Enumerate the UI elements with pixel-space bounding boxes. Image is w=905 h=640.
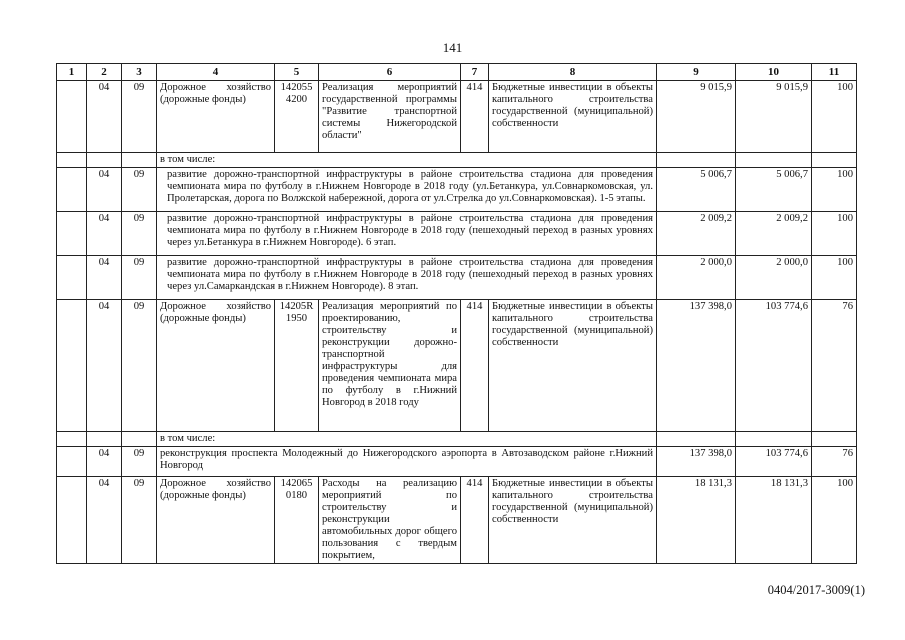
item-description: развитие дорожно-транспортной инфраструктуры в районе строительства стадиона для проведения чемпионата мира по футболу в г.Нижнем Новгороде в 2018 году (пешеходный переход в разных уровнях через ул.Самаркандская в г.Нижнем Новгороде). 8 этап. [157,256,657,300]
table-row [57,168,857,212]
table-row [57,153,857,168]
section-code: 04 [87,256,122,300]
expense-type: 414 [461,477,489,564]
expense-description: Бюджетные инвестиции в объекты капитального строительства государственной (муниципальной) собственности [489,81,657,153]
subsection-code: 09 [122,477,157,564]
percent: 76 [812,447,857,477]
section-code: 04 [87,447,122,477]
col-header: 5 [275,64,319,81]
table-row [57,81,857,153]
expense-type: 414 [461,81,489,153]
subsection-code: 09 [122,300,157,432]
col-header: 4 [157,64,275,81]
percent: 100 [812,477,857,564]
name-cell: Дорожное хозяйство (дорожные фонды) [157,477,275,564]
table-row [57,300,857,432]
subtotal-label: в том числе: [157,432,657,447]
value-planned: 2 000,0 [657,256,736,300]
subsection-code: 09 [122,212,157,256]
section-code: 04 [87,300,122,432]
target-code: 142065 0180 [275,477,319,564]
value-planned: 5 006,7 [657,168,736,212]
budget-table [56,63,857,564]
percent: 100 [812,212,857,256]
subsection-code: 09 [122,81,157,153]
percent: 100 [812,81,857,153]
value-actual: 2 009,2 [736,212,812,256]
description-cell: Реализация мероприятий государственной программы "Развитие транспортной системы Нижегородской области" [319,81,461,153]
value-actual: 9 015,9 [736,81,812,153]
percent: 100 [812,168,857,212]
page-number: 141 [442,40,463,55]
value-planned: 18 131,3 [657,477,736,564]
col-header: 8 [489,64,657,81]
item-description: развитие дорожно-транспортной инфраструктуры в районе строительства стадиона для проведения чемпионата мира по футболу в г.Нижнем Новгороде в 2018 году (ул.Бетанкура, ул.Совнаркомовская, ул. Пролетарская, дорога по Волжской набережной, дорога от ул.Стрелка до ул.Совнаркомовская). 1-5 этапы. [157,168,657,212]
description-cell: Расходы на реализацию мероприятий по строительству и реконструкции автомобильных дорог общего пользования с твердым покрытием, [319,477,461,564]
value-actual: 5 006,7 [736,168,812,212]
value-planned: 9 015,9 [657,81,736,153]
subsection-code: 09 [122,168,157,212]
table-row [57,432,857,447]
col-header: 3 [122,64,157,81]
value-planned: 2 009,2 [657,212,736,256]
name-cell: Дорожное хозяйство (дорожные фонды) [157,300,275,432]
value-actual: 18 131,3 [736,477,812,564]
table-row [57,447,857,477]
expense-description: Бюджетные инвестиции в объекты капитального строительства государственной (муниципальной) собственности [489,300,657,432]
table-row [57,212,857,256]
header-row [57,64,857,81]
col-header: 7 [461,64,489,81]
document-code: 0404/2017-3009(1) [767,583,865,597]
item-description: развитие дорожно-транспортной инфраструктуры в районе строительства стадиона для проведения чемпионата мира по футболу в г.Нижнем Новгороде в 2018 году (пешеходный переход в разных уровнях через ул.Бетанкура в г.Нижнем Новгороде). 6 этап. [157,212,657,256]
col-header: 1 [57,64,87,81]
value-actual: 2 000,0 [736,256,812,300]
col-header: 9 [657,64,736,81]
expense-description: Бюджетные инвестиции в объекты капитального строительства государственной (муниципальной) собственности [489,477,657,564]
value-actual: 103 774,6 [736,447,812,477]
value-planned: 137 398,0 [657,447,736,477]
col-header: 11 [812,64,857,81]
percent: 100 [812,256,857,300]
section-code: 04 [87,477,122,564]
item-description: реконструкция проспекта Молодежный до Нижегородского аэропорта в Автозаводском районе г.Нижний Новгород [157,447,657,477]
percent: 76 [812,300,857,432]
value-actual: 103 774,6 [736,300,812,432]
table-row [57,477,857,564]
name-cell: Дорожное хозяйство (дорожные фонды) [157,81,275,153]
value-planned: 137 398,0 [657,300,736,432]
subtotal-label: в том числе: [157,153,657,168]
table-row [57,256,857,300]
col-header: 6 [319,64,461,81]
col-header: 10 [736,64,812,81]
description-cell: Реализация мероприятий по проектированию, строительству и реконструкции дорожно-транспортной инфраструктуры для проведения чемпионата мира по футболу в г.Нижний Новгород в 2018 году [319,300,461,432]
section-code: 04 [87,81,122,153]
target-code: 14205R 1950 [275,300,319,432]
section-code: 04 [87,168,122,212]
expense-type: 414 [461,300,489,432]
section-code: 04 [87,212,122,256]
target-code: 142055 4200 [275,81,319,153]
col-header: 2 [87,64,122,81]
subsection-code: 09 [122,447,157,477]
subsection-code: 09 [122,256,157,300]
